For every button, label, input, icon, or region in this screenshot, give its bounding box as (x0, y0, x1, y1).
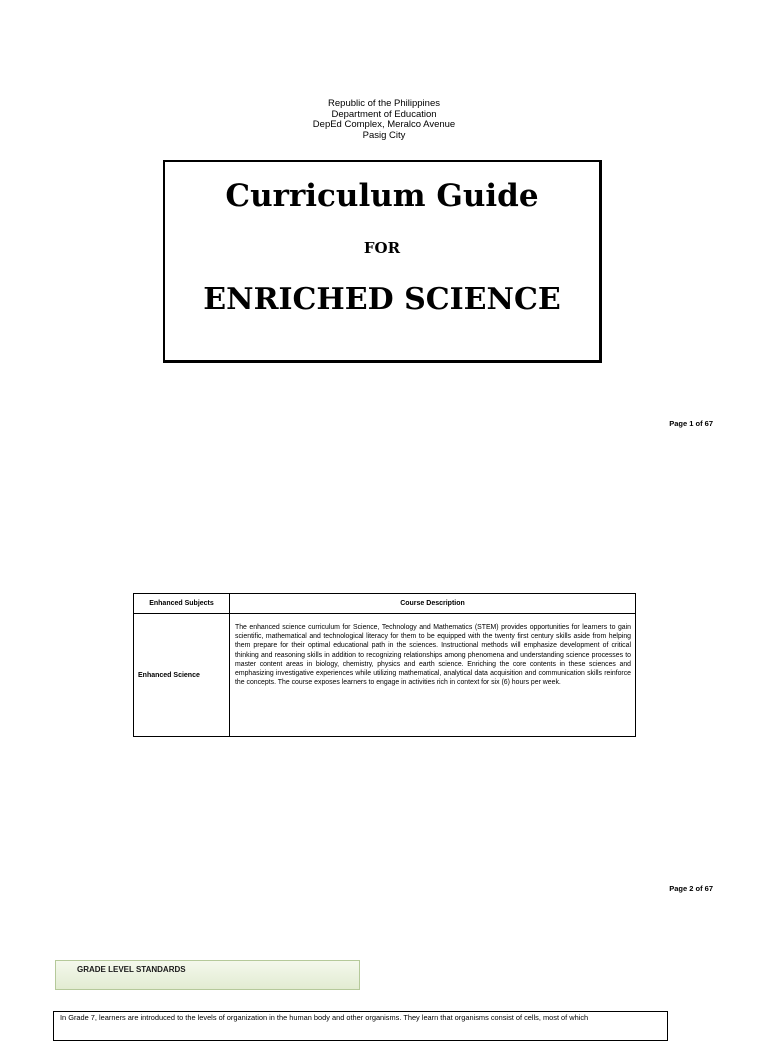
page-number-1: Page 1 of 67 (669, 419, 713, 428)
title-box (163, 160, 602, 363)
document-title: Curriculum Guide (225, 178, 539, 214)
grade7-standards-text: In Grade 7, learners are introduced to the levels of organization in the human body and other organisms. They learn that organisms consist of cells, most of which (60, 1013, 589, 1022)
table-header-row (134, 594, 636, 614)
document-header (0, 99, 768, 141)
table-row (134, 614, 636, 737)
description-cell: The enhanced science curriculum for Science, Technology and Mathematics (STEM) provides opportunities for learners to gain scientific, mathematical and technological literacy for them to be equipped with the twenty first century skills aside from helping them prepare for their optimal educational path in the sciences. Instructional methods will emphasize development of critical thinking and reasoning skills in addition to recognizing relationships among phenomena and understanding science processes to master content areas in biology, chemistry, physics and earth science. Enriching the core contents in these sciences and emphasizing investigative experiences while utilizing mathematical, analytical data acquisition and communication skills reinforce the concepts. The course exposes learners to engage in activities rich in context for six (6) hours per week. (230, 614, 636, 737)
header-line-address: DepEd Complex, Meralco Avenue (312, 119, 456, 130)
header-line-republic: Republic of the Philippines (328, 98, 440, 109)
grade-level-standards-label: GRADE LEVEL STANDARDS (77, 965, 186, 974)
subject-cell: Enhanced Science (134, 614, 230, 737)
grade-level-standards-bar (55, 960, 360, 990)
header-enhanced-subjects: Enhanced Subjects (134, 594, 230, 614)
page-number-2: Page 2 of 67 (669, 884, 713, 893)
subject-title: ENRICHED SCIENCE (203, 282, 561, 317)
header-line-city: Pasig City (362, 129, 406, 141)
header-line-department: Department of Education (331, 108, 437, 120)
header-course-description: Course Description (230, 594, 636, 614)
title-for: FOR (363, 239, 401, 257)
course-description-table (133, 593, 636, 737)
grade7-standards-box (53, 1011, 668, 1041)
